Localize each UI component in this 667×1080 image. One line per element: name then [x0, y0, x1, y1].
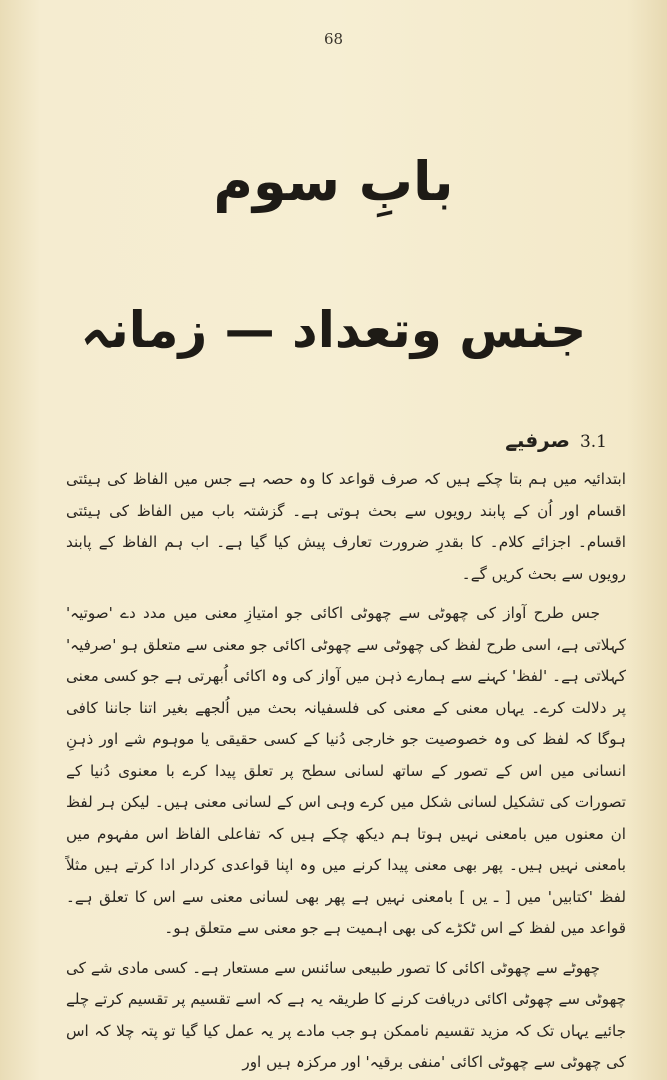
page-number: 68	[323, 30, 344, 48]
body-text	[66, 464, 626, 1079]
paragraph: ابتدائیہ میں ہم بتا چکے ہیں کہ صرف قواعد کا وہ حصہ ہے جس میں الفاظ کی ہیئتی اقسام اور اُن کے پابند رویوں سے بحث ہوتی ہے۔ گزشتہ باب میں الفاظ کی ہیئتی اقسام۔ اجزائے کلام۔ کا بقدرِ ضرورت تعارف پیش کیا گیا ہے۔ اب ہم الفاظ کے پابند رویوں سے بحث کریں گے۔	[66, 470, 626, 583]
chapter-title: جنس وتعداد — زمانہ	[80, 301, 587, 359]
paragraph: جس طرح آواز کی چھوٹی سے چھوٹی اکائی جو امتیازِ معنی میں مدد دے 'صوتیہ' کہلاتی ہے، اسی طرح لفظ کی چھوٹی سے چھوٹی اکائی جو معنی سے متعلق ہو 'صرفیہ' کہلاتی ہے۔ 'لفظ' کہنے سے ہمارے ذہن میں آواز کی وہ اکائی اُبھرتی ہے جو کسی معنی پر دلالت کرے۔ یہاں معنی کے معنی کی فلسفیانہ بحث میں اُلجھے بغیر اتنا جاننا کافی ہوگا کہ لفظ کی وہ خصوصیت جو خارجی دُنیا کے کسی حقیقی یا موہوم شے اور ذہنِ انسانی میں اس کے تصور کے ساتھ لسانی سطح پر تعلق پیدا کرے با معنوی دُنیا کے تصورات کی تشکیل لسانی شکل میں کرے وہی اس کے لسانی معنی ہیں۔ لیکن ہر لفظ ان معنوں میں بامعنی نہیں ہوتا ہم دیکھ چکے ہیں کہ تفاعلی الفاظ اس مفہوم میں بامعنی نہیں ہیں۔ پھر بھی معنی پیدا کرنے میں وہ اپنا قواعدی کردار ادا کرتے ہیں مثلاً لفظ 'کتابیں' میں [ ـ یں ] بامعنی نہیں ہے پھر بھی لسانی معنی سے اس کا تعلق ہے۔ قواعد میں لفظ کے اس ٹکڑے کی بھی اہمیت ہے جو معنی سے متعلق ہو۔	[66, 604, 626, 937]
section-heading	[505, 428, 607, 452]
section-number: 3.1	[579, 432, 607, 452]
section-title: صرفیے	[505, 428, 570, 452]
paragraph: چھوٹے سے چھوٹی اکائی کا تصور طبیعی سائنس سے مستعار ہے۔ کسی مادی شے کی چھوٹی سے چھوٹی اکائی دریافت کرنے کا طریقہ یہ ہے کہ اسے تقسیم پر تقسیم کرتے چلے جائیے یہاں تک کہ مزید تقسیم ناممکن ہو جب مادے پر یہ عمل کیا گیا تو پتہ چلا کہ اس کی چھوٹی سے چھوٹی اکائی 'منفی برقیہ' اور مرکزہ ہیں اور	[66, 958, 626, 1071]
chapter-label: بابِ سوم	[213, 150, 454, 213]
